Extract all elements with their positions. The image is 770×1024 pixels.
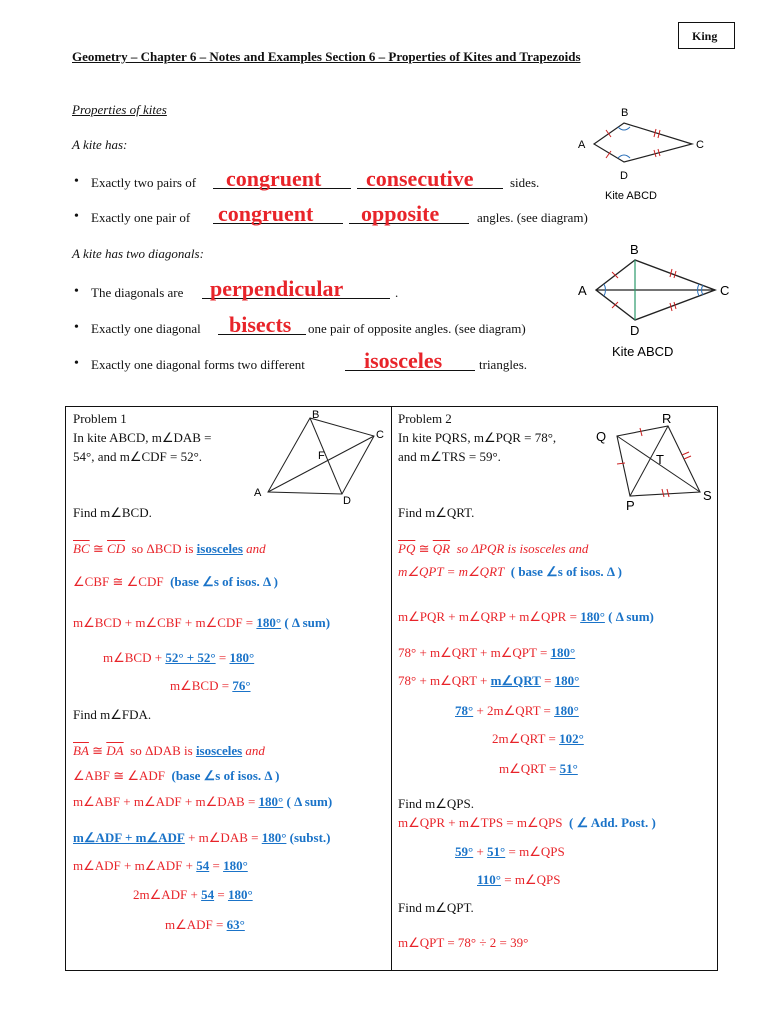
bullet5-fill-isosceles: isosceles (364, 348, 443, 373)
congruent-symbol: ≅ (92, 541, 104, 556)
problem1-find2: Find m∠FDA. (73, 707, 152, 722)
p2-180c: 180° (554, 673, 580, 688)
bullet3-pre: The diagonals are (91, 285, 184, 300)
p2-78-sum: 78° + m∠QRT + m∠QPT = (398, 645, 548, 660)
p1-180f: 180° (227, 887, 253, 902)
a-kite-has: A kite has: (72, 137, 128, 152)
congruent-symbol: ≅ (92, 743, 104, 758)
kite2-caption: Kite ABCD (612, 344, 674, 359)
p2-51b: 51° (487, 844, 506, 859)
p1-180: 180° (256, 615, 282, 630)
p1-label-a: A (254, 487, 262, 499)
p1-180b: 180° (229, 650, 255, 665)
seg-qr: $\overline{QR}$ (432, 541, 451, 556)
p2-qpt-qrt: m∠QPT = m∠QRT (398, 564, 505, 579)
p2-59: 59° (455, 844, 474, 859)
bullet1-pre: Exactly two pairs of (91, 175, 197, 190)
congruent-symbol: ≅ (418, 541, 430, 556)
problem2-title: Problem 2 (398, 411, 452, 426)
p1-equals2: = (212, 858, 220, 873)
bullet1-fill-congruent: congruent (226, 166, 322, 191)
p1-so-text: so ΔBCD is (131, 541, 194, 556)
bullet-dot: • (74, 209, 79, 224)
kite1-caption: Kite ABCD (605, 190, 657, 202)
p1-54: 54 (196, 858, 210, 873)
seg-pq: $\overline{PQ}$ (398, 541, 416, 556)
kite1-label-c: C (696, 139, 704, 151)
p1-isosceles2: isosceles (195, 743, 243, 758)
p1-reason-base-angles: (base ∠s of isos. Δ ) (170, 574, 278, 589)
p2-equals-qps2: = m∠QPS (504, 872, 561, 887)
p1-reason-base-angles2: (base ∠s of isos. Δ ) (171, 768, 280, 783)
p1-label-b: B (312, 409, 320, 421)
kite2-label-c: C (720, 283, 730, 298)
bullet-dot: • (74, 284, 79, 299)
p2-step9 (398, 815, 656, 831)
p1-bcd-plus: m∠BCD + (103, 650, 163, 665)
bullet2-fill-opposite: opposite (361, 201, 440, 226)
p1-76: 76° (232, 678, 251, 693)
p1-step8 (73, 794, 332, 810)
p2-reason-triangle-sum: ( Δ sum) (608, 609, 654, 624)
p2-180: 180° (580, 609, 605, 624)
problem1-title: Problem 1 (73, 411, 127, 426)
kite2-label-d: D (630, 323, 640, 338)
p1-so-text2: so ΔDAB is (130, 743, 193, 758)
p1-54b: 54 (201, 887, 215, 902)
problem1-kite-diagram (248, 408, 388, 508)
table-divider (391, 407, 392, 970)
p1-step5 (170, 678, 251, 694)
p1-reason-subst: (subst.) (289, 830, 331, 845)
kite1-label-d: D (620, 170, 628, 182)
p1-angles-congruent: ∠CBF ≅ ∠CDF (73, 574, 164, 589)
p1-step2 (73, 574, 278, 590)
kites-heading: Properties of kites (72, 102, 167, 117)
p2-110: 110° (477, 872, 501, 887)
problem2-find3: Find m∠QPT. (398, 900, 474, 915)
kite-diagram-diagonals (572, 240, 742, 365)
p2-sum-expr: m∠PQR + m∠QRP + m∠QPR = (398, 609, 577, 624)
kite1-label-b: B (621, 107, 629, 119)
p1-180c: 180° (258, 794, 284, 809)
p2-qrt-equals: m∠QRT = (499, 761, 557, 776)
p1-label-d: D (343, 495, 351, 507)
p2-label-r: R (662, 411, 672, 426)
seg-bc: $\overline{BC}$ (73, 541, 90, 556)
p2-step3 (398, 609, 654, 625)
p2-180b: 180° (550, 645, 576, 660)
kite1-label-a: A (578, 139, 586, 151)
seg-cd: $\overline{CD}$ (107, 541, 126, 556)
bullet2-pre: Exactly one pair of (91, 210, 191, 225)
p2-label-t: T (656, 452, 664, 467)
bullet-dot: • (74, 356, 79, 371)
page-title: Geometry – Chapter 6 – Notes and Examples Section 6 – Properties of Kites and Trapezoids (72, 49, 581, 64)
p2-step5 (398, 673, 579, 689)
p1-63: 63° (226, 917, 245, 932)
bullet4-post: one pair of opposite angles. (see diagram) (308, 321, 526, 336)
p2-equals: = (544, 673, 552, 688)
p1-label-f: F (318, 450, 325, 462)
bullet5-pre: Exactly one diagonal forms two different (91, 357, 305, 372)
p2-51: 51° (559, 761, 578, 776)
p1-equals: = (218, 650, 227, 665)
p1-angles-congruent2: ∠ABF ≅ ∠ADF (73, 768, 165, 783)
p1-step10 (73, 858, 248, 874)
p1-180e: 180° (223, 858, 248, 873)
p2-so-text: so ΔPQR is isosceles and (456, 541, 589, 556)
p1-52-52: 52° + 52° (165, 650, 216, 665)
p1-adf-equals: m∠ADF = (165, 917, 224, 932)
p1-equals3: = (217, 887, 225, 902)
p2-step2 (398, 564, 622, 580)
p2-step4 (398, 645, 575, 661)
bullet3-fill-perpendicular: perpendicular (210, 276, 344, 301)
p2-label-p: P (626, 498, 635, 513)
bullet4-pre: Exactly one diagonal (91, 321, 201, 336)
p2-78-qrt-plus: 78° + m∠QRT + (398, 673, 488, 688)
problem1-line1: In kite ABCD, m∠DAB = (73, 430, 212, 445)
problem2-find2: Find m∠QPS. (398, 796, 474, 811)
name-box-text: King (692, 29, 718, 43)
p1-2adf: 2m∠ADF + (133, 887, 198, 902)
bullet2-post: angles. (see diagram) (477, 210, 588, 225)
p1-step3 (73, 615, 330, 631)
p2-102: 102° (559, 731, 584, 746)
bullet1-fill-consecutive: consecutive (366, 166, 474, 191)
p1-step6 (73, 743, 265, 759)
problem2-line1: In kite PQRS, m∠PQR = 78°, (398, 430, 557, 445)
diagonals-heading: A kite has two diagonals: (72, 246, 204, 261)
p2-step6 (455, 703, 579, 719)
bullet-dot: • (74, 320, 79, 335)
bullet2-fill-congruent: congruent (218, 201, 314, 226)
p1-step12 (165, 917, 245, 933)
problem2-kite-diagram (590, 408, 718, 513)
problem2-line2: and m∠TRS = 59°. (398, 449, 501, 464)
bullet5-post: triangles. (479, 357, 528, 372)
p2-label-q: Q (596, 429, 607, 444)
p2-reason-angle-add: ( ∠ Add. Post. ) (569, 815, 656, 830)
p1-and2: and (245, 743, 265, 758)
p2-qrt-subst: m∠QRT (490, 673, 541, 688)
p1-reason-triangle-sum: ( Δ sum) (284, 615, 331, 630)
p2-step1 (398, 541, 588, 557)
p1-bcd-equals: m∠BCD = (170, 678, 230, 693)
p1-adf-sum: m∠ADF + m∠ADF + (73, 858, 193, 873)
kite2-label-a: A (578, 283, 587, 298)
p1-sum-expr2: m∠ABF + m∠ADF + m∠DAB = (73, 794, 256, 809)
name-box (678, 22, 735, 49)
p1-step9 (73, 830, 331, 846)
p2-equals-qps: = m∠QPS (508, 844, 565, 859)
problem1-line2: 54°, and m∠CDF = 52°. (73, 449, 203, 464)
bullet3-post: . (395, 285, 399, 300)
seg-ba: $\overline{BA}$ (73, 743, 89, 758)
p2-step10 (455, 844, 565, 860)
p1-plus-dab: + m∠DAB = (188, 830, 259, 845)
p1-step4 (103, 650, 254, 666)
seg-da: $\overline{DA}$ (106, 743, 124, 758)
p1-step11 (133, 887, 253, 903)
problem1-find1: Find m∠BCD. (73, 505, 152, 520)
p2-180d: 180° (554, 703, 579, 718)
p1-and: and (246, 541, 266, 556)
bullet-dot: • (74, 174, 79, 189)
p1-step1 (73, 541, 266, 557)
p2-step12: m∠QPT = 78° ÷ 2 = 39° (398, 935, 529, 950)
p2-step7 (492, 731, 584, 747)
p2-step11 (477, 872, 560, 888)
p1-adf-adf: m∠ADF + m∠ADF (73, 830, 185, 845)
p2-reason-base-angles: ( base ∠s of isos. Δ ) (510, 564, 622, 579)
p1-sum-expr: m∠BCD + m∠CBF + m∠CDF = (73, 615, 254, 630)
p1-isosceles: isosceles (196, 541, 243, 556)
kite-diagram-sides (570, 100, 710, 210)
p2-label-s: S (703, 488, 712, 503)
problem2-find1: Find m∠QRT. (398, 505, 475, 520)
bullet4-fill-bisects: bisects (229, 312, 292, 337)
p2-angle-add: m∠QPR + m∠TPS = m∠QPS (398, 815, 563, 830)
bullet1-post: sides. (510, 175, 540, 190)
p1-step7 (73, 768, 279, 784)
p2-step8 (499, 761, 578, 777)
p2-2qrt: + 2m∠QRT = (476, 703, 551, 718)
p1-180d: 180° (261, 830, 287, 845)
p2-plus: + (476, 844, 484, 859)
p1-label-c: C (376, 429, 384, 441)
p1-reason-triangle-sum2: ( Δ sum) (286, 794, 333, 809)
p2-2qrt-equals: 2m∠QRT = (492, 731, 556, 746)
kite2-label-b: B (630, 242, 639, 257)
p2-78: 78° (455, 703, 474, 718)
